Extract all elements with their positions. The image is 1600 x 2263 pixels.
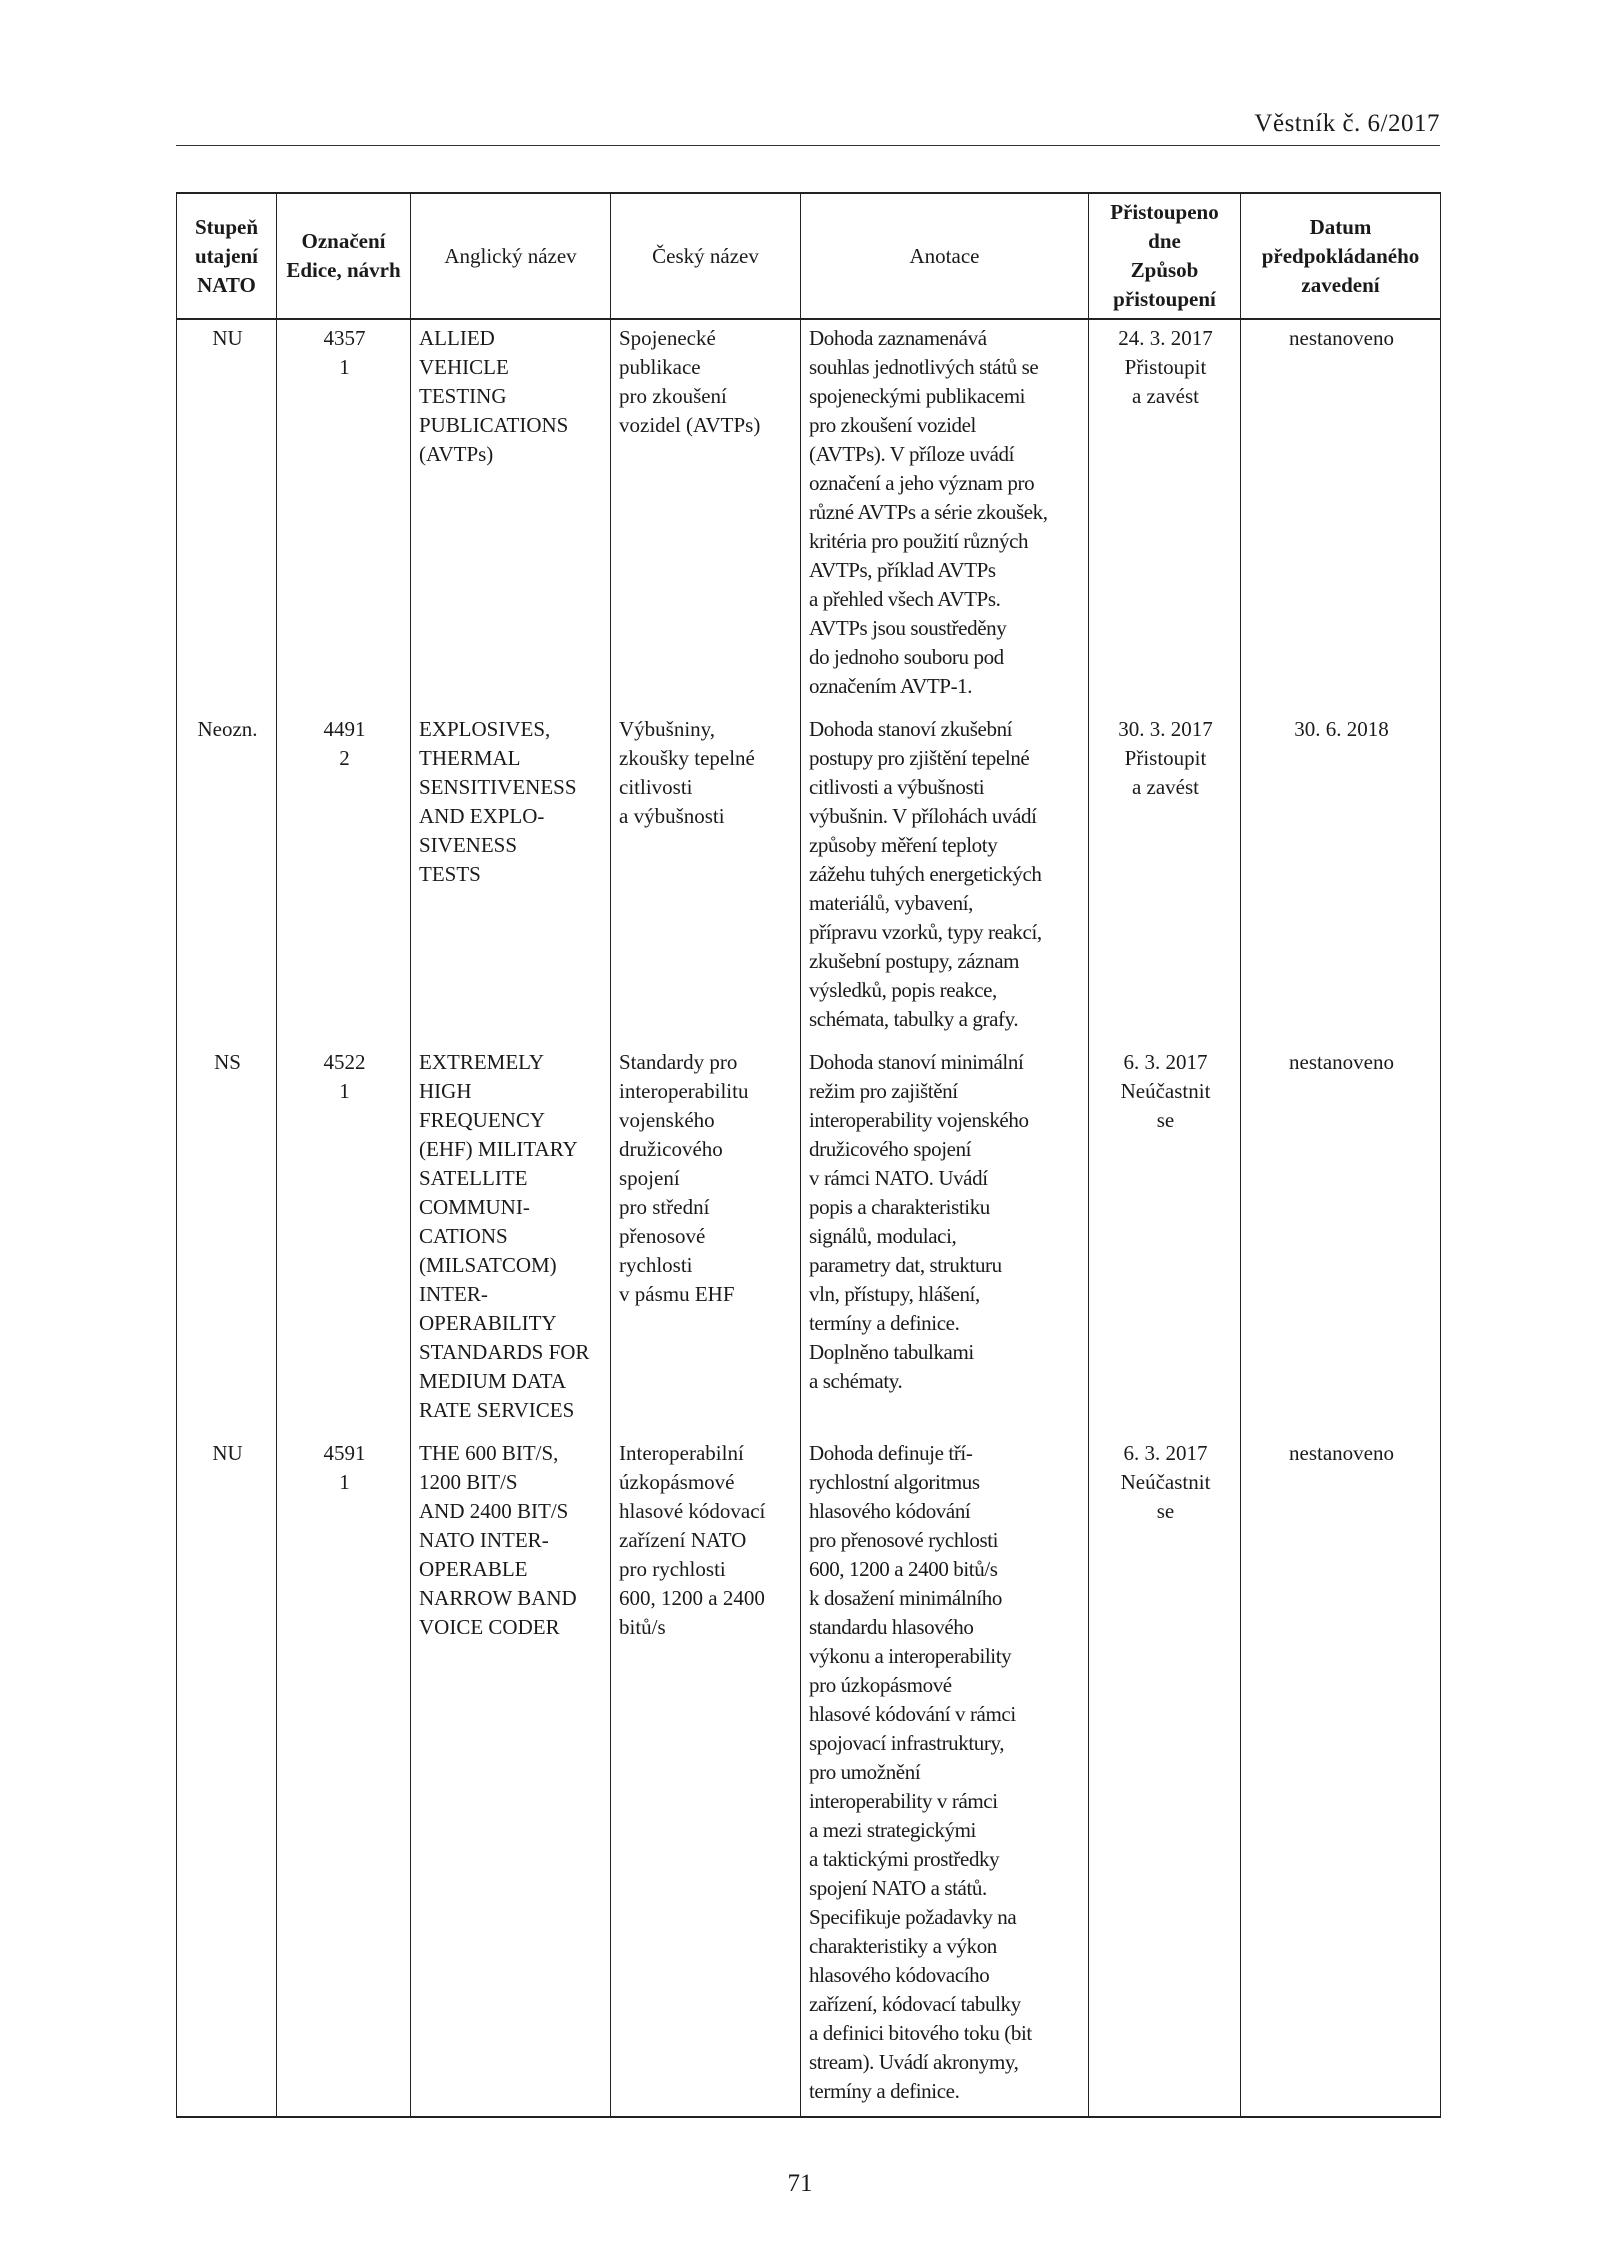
- oznaceni-cell-line: 1: [339, 1079, 350, 1103]
- datum-cell-line: 30. 6. 2018: [1294, 717, 1389, 741]
- column-header-line: Stupeň: [194, 214, 259, 239]
- anotace-cell-line: a přehled všech AVTPs.: [809, 587, 1001, 611]
- anotace-cell-line: rychlostní algoritmus: [809, 1470, 980, 1494]
- cesky-cell-line: spojení: [619, 1166, 680, 1190]
- anotace-cell-line: Dohoda definuje tří-: [809, 1441, 973, 1465]
- anotace-cell-line: Dohoda zaznamenává: [809, 326, 987, 350]
- pristoupeno-cell-line: a zavést: [1131, 775, 1200, 799]
- anglicky-cell-line: HIGH: [419, 1079, 472, 1103]
- anotace-cell-line: zařízení, kódovací tabulky: [809, 1992, 1021, 2016]
- anotace-cell-line: popis a charakteristiku: [809, 1195, 990, 1219]
- column-header-line: NATO: [197, 272, 256, 297]
- anotace-cell-line: 600, 1200 a 2400 bitů/s: [809, 1557, 998, 1581]
- anglicky-cell: [411, 1435, 611, 2117]
- anglicky-cell-line: THE 600 BIT/S,: [419, 1441, 559, 1465]
- anotace-cell-line: hlasového kódovacího: [809, 1963, 990, 1987]
- page-header-title: Věstník č. 6/2017: [1254, 110, 1440, 137]
- pristoupeno-cell-line: a zavést: [1131, 384, 1200, 408]
- anglicky-cell-line: THERMAL: [419, 746, 521, 770]
- cesky-cell: [611, 1044, 801, 1435]
- cesky-cell-line: publikace: [619, 355, 701, 379]
- cesky-cell-line: Interoperabilní: [619, 1441, 744, 1465]
- anotace-cell-line: hlasového kódování: [809, 1499, 971, 1523]
- anotace-cell-line: pro přenosové rychlosti: [809, 1528, 999, 1552]
- anotace-cell-line: souhlas jednotlivých států se: [809, 355, 1039, 379]
- pristoupeno-cell-line: 30. 3. 2017: [1118, 717, 1213, 741]
- anglicky-cell-line: INTER-: [419, 1282, 488, 1306]
- anglicky-cell-line: AND EXPLO-: [419, 804, 545, 828]
- anotace-cell-line: zážehu tuhých energetických: [809, 862, 1042, 886]
- oznaceni-cell-line: 2: [339, 746, 350, 770]
- column-header-line: dne: [1148, 229, 1181, 253]
- column-header-oznaceni: [277, 193, 411, 319]
- column-header-line: přistoupení: [1113, 287, 1216, 311]
- cesky-cell-line: vozidel (AVTPs): [619, 413, 761, 437]
- column-header-line: utajení: [195, 243, 258, 268]
- anglicky-cell-line: OPERABLE: [419, 1557, 528, 1581]
- cesky-cell: [611, 711, 801, 1044]
- anotace-cell-line: (AVTPs). V příloze uvádí: [809, 442, 1015, 466]
- datum-cell: [1241, 1435, 1441, 2117]
- pristoupeno-cell: [1089, 711, 1241, 1044]
- oznaceni-cell-line: 4357: [323, 326, 366, 350]
- stupen-cell: Neozn.: [177, 711, 277, 1044]
- anotace-cell-line: Dohoda stanoví minimální: [809, 1050, 1024, 1074]
- anotace-cell-line: parametry dat, strukturu: [809, 1253, 1002, 1277]
- pristoupeno-cell: [1089, 1435, 1241, 2117]
- cesky-cell-line: v pásmu EHF: [619, 1282, 735, 1306]
- cesky-cell-line: pro rychlosti: [619, 1557, 726, 1581]
- table-header-row: [177, 193, 1441, 319]
- column-header-line: předpokládaného: [1261, 243, 1420, 268]
- anotace-cell-line: kritéria pro použití různých: [809, 529, 1029, 553]
- anotace-cell: [801, 711, 1089, 1044]
- oznaceni-cell-line: 4522: [323, 1050, 366, 1074]
- anotace-cell-line: režim pro zajištění: [809, 1079, 958, 1103]
- anglicky-cell-line: NATO INTER-: [419, 1528, 549, 1552]
- datum-cell-line: nestanoveno: [1289, 1050, 1394, 1074]
- anotace-cell-line: přípravu vzorků, typy reakcí,: [809, 920, 1042, 944]
- anotace-cell-line: a schématy.: [809, 1369, 903, 1393]
- anotace-cell-line: Doplněno tabulkami: [809, 1340, 974, 1364]
- anotace-cell-line: pro umožnění: [809, 1760, 921, 1784]
- cesky-cell: [611, 319, 801, 711]
- cesky-cell-line: pro zkoušení: [619, 384, 727, 408]
- pristoupeno-cell-line: Neúčastnit: [1120, 1470, 1211, 1494]
- cesky-cell-line: úzkopásmové: [619, 1470, 735, 1494]
- anotace-cell-line: způsoby měření teploty: [809, 833, 998, 857]
- anotace-cell-line: a taktickými prostředky: [809, 1847, 1000, 1871]
- oznaceni-cell: [277, 1044, 411, 1435]
- anglicky-cell-line: NARROW BAND: [419, 1586, 577, 1610]
- anglicky-cell-line: AND 2400 BIT/S: [419, 1499, 569, 1523]
- cesky-cell-line: Výbušniny,: [619, 717, 716, 741]
- pristoupeno-cell-line: Přistoupit: [1124, 746, 1207, 770]
- cesky-cell-line: Standardy pro: [619, 1050, 738, 1074]
- cesky-cell-line: bitů/s: [619, 1615, 666, 1639]
- anglicky-cell-line: TESTS: [419, 862, 481, 886]
- oznaceni-cell-line: 4591: [323, 1441, 366, 1465]
- anotace-cell-line: stream). Uvádí akronymy,: [809, 2050, 1019, 2074]
- anglicky-cell-line: (EHF) MILITARY: [419, 1137, 578, 1161]
- datum-cell: [1241, 319, 1441, 711]
- oznaceni-cell-line: 4491: [323, 717, 366, 741]
- anglicky-cell-line: EXPLOSIVES,: [419, 717, 551, 741]
- anotace-cell-line: Specifikuje požadavky na: [809, 1905, 1017, 1929]
- column-header-cesky: [611, 193, 801, 319]
- anglicky-cell-line: SENSITIVENESS: [419, 775, 577, 799]
- anotace-cell-line: označením AVTP-1.: [809, 674, 973, 698]
- anglicky-cell-line: FREQUENCY: [419, 1108, 546, 1132]
- column-header-line: Označení: [301, 229, 386, 253]
- pristoupeno-cell: [1089, 319, 1241, 711]
- anotace-cell-line: signálů, modulaci,: [809, 1224, 957, 1248]
- anglicky-cell-line: MEDIUM DATA: [419, 1369, 567, 1393]
- anglicky-cell-line: PUBLICATIONS: [419, 413, 569, 437]
- cesky-cell-line: vojenského: [619, 1108, 715, 1132]
- column-header-line: Anglický název: [444, 243, 577, 268]
- column-header-line: Český název: [652, 243, 759, 268]
- cesky-cell-line: zařízení NATO: [619, 1528, 747, 1552]
- anotace-cell: [801, 1435, 1089, 2117]
- cesky-cell-line: Spojenecké: [619, 326, 716, 350]
- anotace-cell-line: v rámci NATO. Uvádí: [809, 1166, 988, 1190]
- anotace-cell-line: termíny a definice.: [809, 2079, 960, 2103]
- anglicky-cell-line: COMMUNI-: [419, 1195, 530, 1219]
- header-rule: [176, 145, 1440, 146]
- pristoupeno-cell-line: 6. 3. 2017: [1123, 1441, 1208, 1465]
- column-header-line: Anotace: [909, 243, 980, 268]
- pristoupeno-cell-line: 24. 3. 2017: [1118, 326, 1213, 350]
- pristoupeno-cell-line: se: [1156, 1499, 1175, 1523]
- anglicky-cell-line: CATIONS: [419, 1224, 508, 1248]
- anotace-cell-line: AVTPs, příklad AVTPs: [809, 558, 996, 582]
- anotace-cell-line: citlivosti a výbušnosti: [809, 775, 985, 799]
- column-header-anotace: [801, 193, 1089, 319]
- anotace-cell-line: charakteristiky a výkon: [809, 1934, 997, 1958]
- anotace-cell-line: pro úzkopásmové: [809, 1673, 952, 1697]
- anotace-cell: [801, 319, 1089, 711]
- anotace-cell-line: standardu hlasového: [809, 1615, 974, 1639]
- anglicky-cell: [411, 711, 611, 1044]
- cesky-cell-line: a výbušnosti: [619, 804, 725, 828]
- anglicky-cell-line: OPERABILITY: [419, 1311, 557, 1335]
- anglicky-cell-line: (MILSATCOM): [419, 1253, 557, 1277]
- oznaceni-cell: [277, 1435, 411, 2117]
- cesky-cell: [611, 1435, 801, 2117]
- cesky-cell-line: družicového: [619, 1137, 723, 1161]
- anotace-cell-line: termíny a definice.: [809, 1311, 960, 1335]
- column-header-line: Datum: [1309, 214, 1372, 239]
- anotace-cell-line: AVTPs jsou soustředěny: [809, 616, 1007, 640]
- anotace-cell-line: do jednoho souboru pod: [809, 645, 1004, 669]
- pristoupeno-cell-line: 6. 3. 2017: [1123, 1050, 1208, 1074]
- datum-cell-line: nestanoveno: [1289, 326, 1394, 350]
- stupen-cell: NU: [177, 1435, 277, 2117]
- anotace-cell-line: různé AVTPs a série zkoušek,: [809, 500, 1048, 524]
- anglicky-cell-line: SATELLITE: [419, 1166, 528, 1190]
- column-header-pristoupeno: [1089, 193, 1241, 319]
- oznaceni-cell: [277, 711, 411, 1044]
- anotace-cell-line: k dosažení minimálního: [809, 1586, 1002, 1610]
- column-header-line: Způsob: [1130, 258, 1199, 282]
- anotace-cell-line: výsledků, popis reakce,: [809, 978, 997, 1002]
- anotace-cell-line: výbušnin. V přílohách uvádí: [809, 804, 1037, 828]
- column-header-line: Edice, návrh: [286, 258, 401, 282]
- cesky-cell-line: přenosové: [619, 1224, 706, 1248]
- anglicky-cell-line: SIVENESS: [419, 833, 518, 857]
- table-row: [177, 319, 1441, 711]
- oznaceni-cell-line: 1: [339, 1470, 350, 1494]
- anglicky-cell-line: STANDARDS FOR: [419, 1340, 590, 1364]
- cesky-cell-line: citlivosti: [619, 775, 693, 799]
- anotace-cell-line: spojeneckými publikacemi: [809, 384, 1026, 408]
- datum-cell: [1241, 1044, 1441, 1435]
- anotace-cell-line: spojovací infrastruktury,: [809, 1731, 1005, 1755]
- anotace-cell-line: schémata, tabulky a grafy.: [809, 1007, 1019, 1031]
- stupen-cell: NS: [177, 1044, 277, 1435]
- anotace-cell-line: označení a jeho význam pro: [809, 471, 1035, 495]
- oznaceni-cell-line: 1: [339, 355, 350, 379]
- pristoupeno-cell-line: Přistoupit: [1124, 355, 1207, 379]
- cesky-cell-line: 600, 1200 a 2400: [619, 1586, 765, 1610]
- anotace-cell-line: pro zkoušení vozidel: [809, 413, 976, 437]
- anglicky-cell-line: TESTING: [419, 384, 507, 408]
- anotace-cell-line: vln, přístupy, hlášení,: [809, 1282, 980, 1306]
- anotace-cell-line: a mezi strategickými: [809, 1818, 976, 1842]
- datum-cell-line: nestanoveno: [1289, 1441, 1394, 1465]
- anotace-cell-line: Dohoda stanoví zkušební: [809, 717, 1013, 741]
- anotace-cell-line: materiálů, vybavení,: [809, 891, 974, 915]
- anotace-cell-line: zkušební postupy, záznam: [809, 949, 1020, 973]
- anglicky-cell-line: 1200 BIT/S: [419, 1470, 518, 1494]
- column-header-stupen: [177, 193, 277, 319]
- column-header-anglicky: [411, 193, 611, 319]
- standards-table: [176, 192, 1441, 2118]
- anglicky-cell-line: RATE SERVICES: [419, 1398, 575, 1422]
- pristoupeno-cell-line: Neúčastnit: [1120, 1079, 1211, 1103]
- cesky-cell-line: pro střední: [619, 1195, 710, 1219]
- anotace-cell-line: hlasové kódování v rámci: [809, 1702, 1016, 1726]
- anglicky-cell-line: VEHICLE: [419, 355, 509, 379]
- column-header-line: zavedení: [1301, 272, 1380, 297]
- cesky-cell-line: interoperabilitu: [619, 1079, 749, 1103]
- pristoupeno-cell: [1089, 1044, 1241, 1435]
- table-row: [177, 1435, 1441, 2117]
- table-row: [177, 1044, 1441, 1435]
- column-header-datum: [1241, 193, 1441, 319]
- anglicky-cell: [411, 319, 611, 711]
- pristoupeno-cell-line: se: [1156, 1108, 1175, 1132]
- table-row: [177, 711, 1441, 1044]
- anotace-cell-line: výkonu a interoperability: [809, 1644, 1012, 1668]
- page-number: 71: [787, 2170, 813, 2197]
- anotace-cell-line: interoperability v rámci: [809, 1789, 998, 1813]
- anglicky-cell-line: VOICE CODER: [419, 1615, 560, 1639]
- anotace-cell: [801, 1044, 1089, 1435]
- anotace-cell-line: družicového spojení: [809, 1137, 972, 1161]
- anotace-cell-line: postupy pro zjištění tepelné: [809, 746, 1030, 770]
- cesky-cell-line: hlasové kódovací: [619, 1499, 766, 1523]
- anglicky-cell: [411, 1044, 611, 1435]
- anotace-cell-line: interoperability vojenského: [809, 1108, 1029, 1132]
- anotace-cell-line: a definici bitového toku (bit: [809, 2021, 1032, 2045]
- datum-cell: [1241, 711, 1441, 1044]
- cesky-cell-line: rychlosti: [619, 1253, 693, 1277]
- cesky-cell-line: zkoušky tepelné: [619, 746, 755, 770]
- anotace-cell-line: spojení NATO a států.: [809, 1876, 987, 1900]
- oznaceni-cell: [277, 319, 411, 711]
- anglicky-cell-line: ALLIED: [419, 326, 495, 350]
- stupen-cell: NU: [177, 319, 277, 711]
- anglicky-cell-line: EXTREMELY: [419, 1050, 545, 1074]
- anglicky-cell-line: (AVTPs): [419, 442, 494, 466]
- column-header-line: Přistoupeno: [1110, 200, 1219, 224]
